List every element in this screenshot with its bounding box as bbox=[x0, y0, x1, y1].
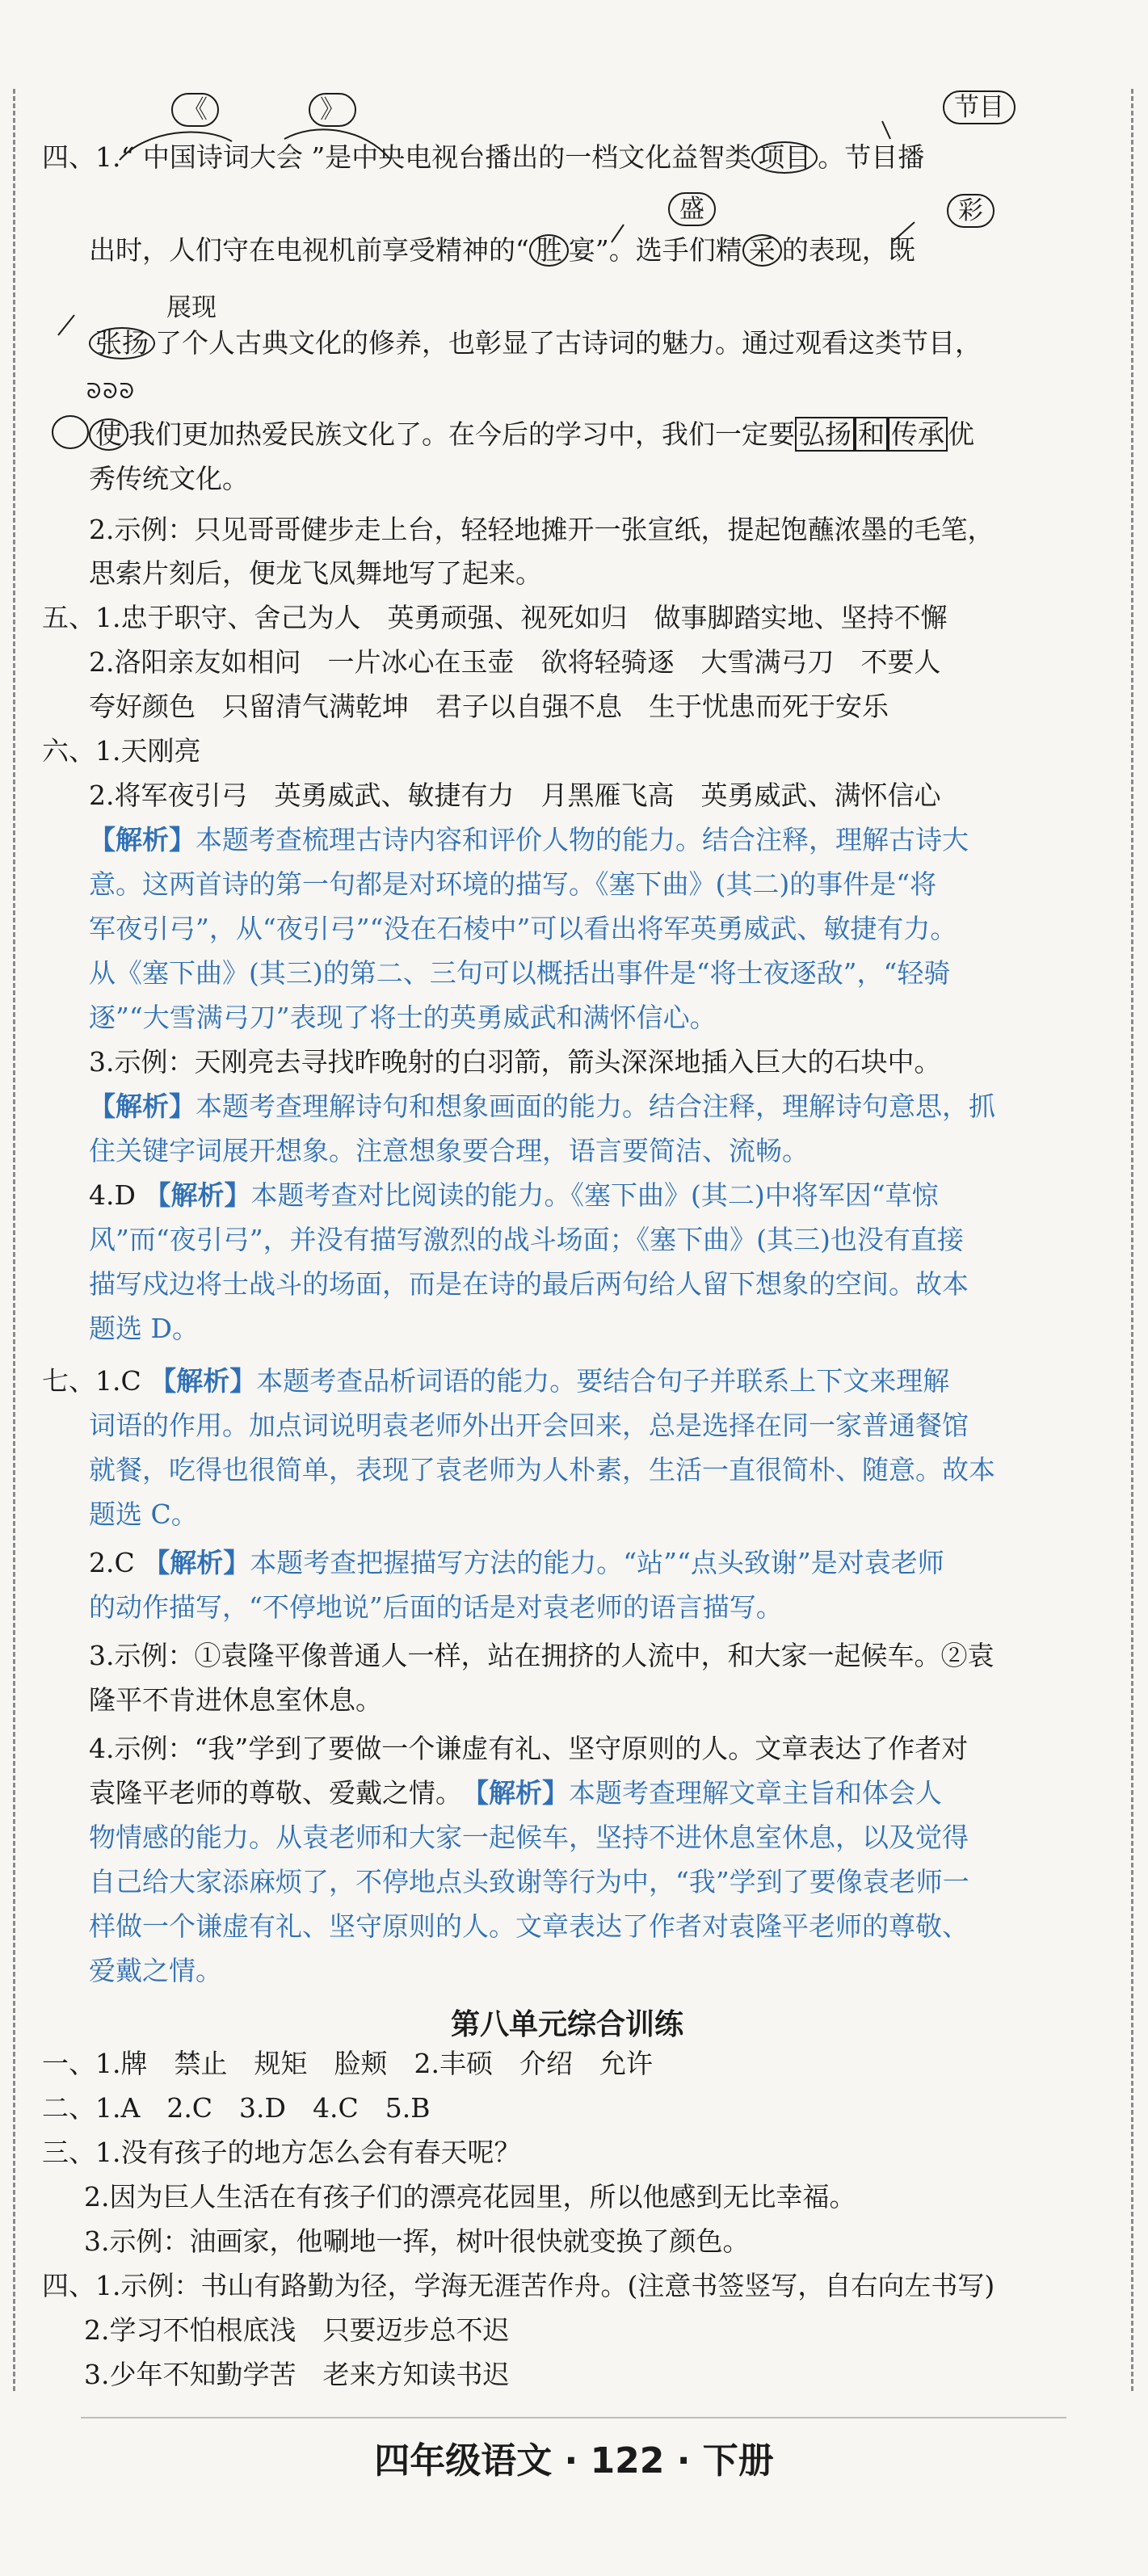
q6-analysis3: 军夜引弓”，从“夜引弓”“没在石棱中”可以看出将军英勇威武、敏捷有力。 bbox=[89, 913, 957, 944]
q7-analysis1: 词语的作用。加点词说明袁老师外出开会回来，总是选择在同一家普通餐馆 bbox=[89, 1410, 969, 1441]
q6-analysis10: 题选 D。 bbox=[89, 1313, 199, 1344]
q4-line1: 四、1.“ 中国诗词大会 ”是中央电视台播出的一档文化益智类 项目 。节目播 bbox=[42, 141, 925, 173]
q7-line3: 3.示例：①袁隆平像普通人一样，站在拥挤的人流中，和大家一起候车。②袁 bbox=[89, 1640, 995, 1671]
correction-quote-open: 《 bbox=[171, 93, 219, 127]
q6-analysis1: 【解析】本题考查梳理古诗内容和评价人物的能力。结合注释，理解古诗大 bbox=[89, 824, 969, 855]
q6-analysis2: 意。这两首诗的第一句都是对环境的描写。《塞下曲》(其二)的事件是“将 bbox=[89, 868, 937, 900]
correction-marks bbox=[42, 0, 1092, 452]
footer-rule bbox=[81, 2417, 1066, 2418]
q6-line3: 3.示例：天刚亮去寻找昨晚射的白羽箭，箭头深深地插入巨大的石块中。 bbox=[89, 1046, 941, 1078]
correction-feast: 盛 bbox=[668, 192, 716, 226]
q7-analysis8: 爱戴之情。 bbox=[89, 1955, 222, 1986]
unit8-line5: 3.示例：油画家，他唰地一挥，树叶很快就变换了颜色。 bbox=[84, 2225, 750, 2257]
q4-line6: 2.示例：只见哥哥健步走上台，轻轻地摊开一张宣纸，提起饱蘸浓墨的毛笔， bbox=[89, 514, 995, 545]
q7-line4: 隆平不肯进休息室休息。 bbox=[89, 1684, 382, 1716]
q6-line2: 2.将军夜引弓 英勇威武、敏捷有力 月黑雁飞高 英勇威武、满怀信心 bbox=[89, 780, 941, 811]
q6-analysis8: 风”而“夜引弓”，并没有描写激烈的战斗场面；《塞下曲》(其三)也没有直接 bbox=[89, 1224, 964, 1255]
correction-display: 展现 bbox=[166, 293, 217, 322]
unit8-line2: 二、1.A 2.C 3.D 4.C 5.B bbox=[42, 2092, 431, 2124]
q7-line1: 七、1.C 【解析】本题考查品析词语的能力。要结合句子并联系上下文来理解 bbox=[42, 1365, 950, 1397]
q5-line1: 五、1.忠于职守、舍己为人 英勇顽强、视死如归 做事脚踏实地、坚持不懈 bbox=[42, 602, 948, 633]
correction-program: 节目 bbox=[943, 90, 1016, 124]
q7-line5: 4.示例：“我”学到了要做一个谦虚有礼、坚守原则的人。文章表达了作者对 bbox=[89, 1733, 969, 1764]
unit8-line8: 3.少年不知勤学苦 老来方知读书迟 bbox=[84, 2359, 510, 2390]
q5-line3: 夸好颜色 只留清气满乾坤 君子以自强不息 生于忧患而死于安乐 bbox=[89, 691, 889, 722]
q5-line2: 2.洛阳亲友如相问 一片冰心在玉壶 欲将轻骑逐 大雪满弓刀 不要人 bbox=[89, 646, 941, 678]
correction-quote-close: 》 bbox=[309, 93, 356, 127]
q6-analysis7: 住关键字词展开想象。注意想象要合理，语言要简洁、流畅。 bbox=[89, 1135, 809, 1166]
unit8-line7: 2.学习不怕根底浅 只要迈步总不迟 bbox=[84, 2314, 510, 2346]
q6-line1: 六、1.天刚亮 bbox=[42, 735, 201, 767]
unit8-line6: 四、1.示例：书山有路勤为径，学海无涯苦作舟。(注意书签竖写，自右向左书写) bbox=[42, 2270, 995, 2301]
right-dashed-border bbox=[1131, 89, 1133, 2391]
correction-cai: 彩 bbox=[947, 194, 995, 228]
q4-line3: 张扬 了个人古典文化的修养，也彰显了古诗词的魅力。通过观看这类节目， bbox=[89, 327, 982, 359]
unit8-line3: 三、1.没有孩子的地方怎么会有春天呢？ bbox=[42, 2137, 521, 2168]
q7-analysis3: 题选 C。 bbox=[89, 1498, 198, 1530]
q4-line5: 秀传统文化。 bbox=[89, 463, 249, 494]
q6-analysis6: 【解析】本题考查理解诗句和想象画面的能力。结合注释，理解诗句意思，抓 bbox=[89, 1090, 995, 1122]
q6-line4: 4.D 【解析】本题考查对比阅读的能力。《塞下曲》(其二)中将军因“草惊 bbox=[89, 1179, 939, 1211]
deletion-mark: ᘐᘐᘐ bbox=[86, 380, 136, 404]
wrong-word-circle: 项目 bbox=[751, 141, 818, 174]
q7-line2: 2.C 【解析】本题考查把握描写方法的能力。“站”“点头致谢”是对袁老师 bbox=[89, 1547, 944, 1578]
q7-analysis4: 的动作描写，“不停地说”后面的话是对袁老师的语言描写。 bbox=[89, 1591, 783, 1623]
q6-analysis9: 描写戍边将士战斗的场面，而是在诗的最后两句给人留下想象的空间。故本 bbox=[89, 1268, 969, 1300]
q4-line4: 使 我们更加热爱民族文化了。在今后的学习中，我们一定要 弘扬 和 传承 优 bbox=[89, 418, 974, 451]
q7-analysis7: 样做一个谦虚有礼、坚守原则的人。文章表达了作者对袁隆平老师的尊敬、 bbox=[89, 1910, 969, 1942]
page-footer: 四年级语文 · 122 · 下册 bbox=[374, 2440, 774, 2481]
left-dashed-border bbox=[13, 89, 15, 2391]
unit8-line1: 一、1.牌 禁止 规矩 脸颊 2.丰硕 介绍 允许 bbox=[42, 2048, 653, 2079]
q4-line7: 思索片刻后，便龙飞凤舞地写了起来。 bbox=[89, 557, 542, 589]
q6-analysis4: 从《塞下曲》(其三)的第二、三句可以概括出事件是“将士夜逐敌”，“轻骑 bbox=[89, 957, 951, 989]
q4-line2: 出时，人们守在电视机前享受精神的“ 胜 宴”。选手们精 采 的表现，既 bbox=[89, 234, 915, 266]
q6-analysis5: 逐”“大雪满弓刀”表现了将士的英勇威武和满怀信心。 bbox=[89, 1002, 717, 1033]
q7-line6: 袁隆平老师的尊敬、爱戴之情。 【解析】本题考查理解文章主旨和体会人 bbox=[89, 1777, 942, 1809]
unit8-line4: 2.因为巨人生活在有孩子们的漂亮花园里，所以他感到无比幸福。 bbox=[84, 2181, 856, 2213]
q7-analysis6: 自己给大家添麻烦了，不停地点头致谢等行为中，“我”学到了要像袁老师一 bbox=[89, 1866, 969, 1897]
unit8-title: 第八单元综合训练 bbox=[450, 2008, 683, 2041]
q7-analysis5: 物情感的能力。从袁老师和大家一起候车，坚持不进休息室休息，以及觉得 bbox=[89, 1822, 969, 1853]
q7-analysis2: 就餐，吃得也很简单，表现了袁老师为人朴素，生活一直很简朴、随意。故本 bbox=[89, 1454, 995, 1486]
